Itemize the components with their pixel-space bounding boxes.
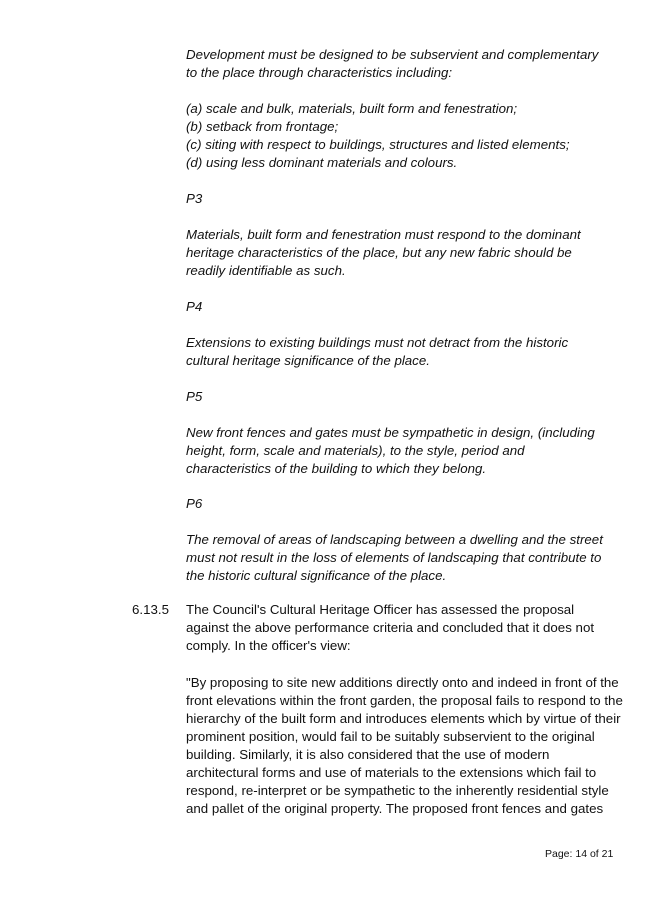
p6-heading: P6	[186, 496, 203, 511]
p4-paragraph	[186, 334, 606, 370]
text-line: Extensions to existing buildings must not detract from the historic	[186, 335, 569, 350]
text-line: comply. In the officer's view:	[186, 638, 351, 653]
text-line: "By proposing to site new additions directly onto and indeed in front of the	[186, 675, 619, 690]
text-line: and pallet of the original property. The proposed front fences and gates	[186, 801, 604, 816]
text-line: respond, re-interpret or be sympathetic to the inherently residential style	[186, 783, 609, 798]
text-line: The removal of areas of landscaping between a dwelling and the street	[186, 532, 603, 547]
text-line: to the place through characteristics including:	[186, 65, 453, 80]
page-number: Page: 14 of 21	[545, 848, 614, 860]
list-item: (a) scale and bulk, materials, built form and fenestration;	[186, 101, 518, 116]
text-line: architectural forms and use of materials to the extensions which fail to	[186, 765, 597, 780]
text-line: cultural heritage significance of the place.	[186, 353, 430, 368]
criteria-list	[186, 100, 606, 172]
list-item: (b) setback from frontage;	[186, 119, 339, 134]
text-line: heritage characteristics of the place, but any new fabric should be	[186, 245, 572, 260]
text-line: prominent position, would fail to be suitably subservient to the original	[186, 729, 595, 744]
text-line: must not result in the loss of elements of landscaping that contribute to	[186, 550, 602, 565]
text-line: characteristics of the building to which they belong.	[186, 461, 487, 476]
p5-paragraph	[186, 424, 606, 478]
p4-heading: P4	[186, 299, 203, 314]
text-line: hierarchy of the built form and introduces elements which by virtue of their	[186, 711, 621, 726]
text-line: against the above performance criteria and concluded that it does not	[186, 620, 595, 635]
text-line: The Council's Cultural Heritage Officer has assessed the proposal	[186, 602, 575, 617]
officer-quote	[186, 674, 623, 818]
list-item: (c) siting with respect to buildings, structures and listed elements;	[186, 137, 570, 152]
p5-heading: P5	[186, 389, 203, 404]
text-line: Materials, built form and fenestration must respond to the dominant	[186, 227, 581, 242]
text-line: New front fences and gates must be sympathetic in design, (including	[186, 425, 595, 440]
text-line: the historic cultural significance of the place.	[186, 568, 447, 583]
list-item: (d) using less dominant materials and colours.	[186, 155, 458, 170]
section-paragraph	[186, 601, 606, 655]
text-line: Development must be designed to be subservient and complementary	[186, 47, 599, 62]
text-line: building. Similarly, it is also considered that the use of modern	[186, 747, 550, 762]
text-line: height, form, scale and materials), to the style, period and	[186, 443, 525, 458]
text-line: front elevations within the front garden, the proposal fails to respond to the	[186, 693, 623, 708]
p3-heading: P3	[186, 191, 203, 206]
p6-paragraph	[186, 531, 606, 585]
intro-paragraph	[186, 46, 606, 82]
section-number: 6.13.5	[132, 602, 169, 617]
text-line: readily identifiable as such.	[186, 263, 346, 278]
p3-paragraph	[186, 226, 606, 280]
